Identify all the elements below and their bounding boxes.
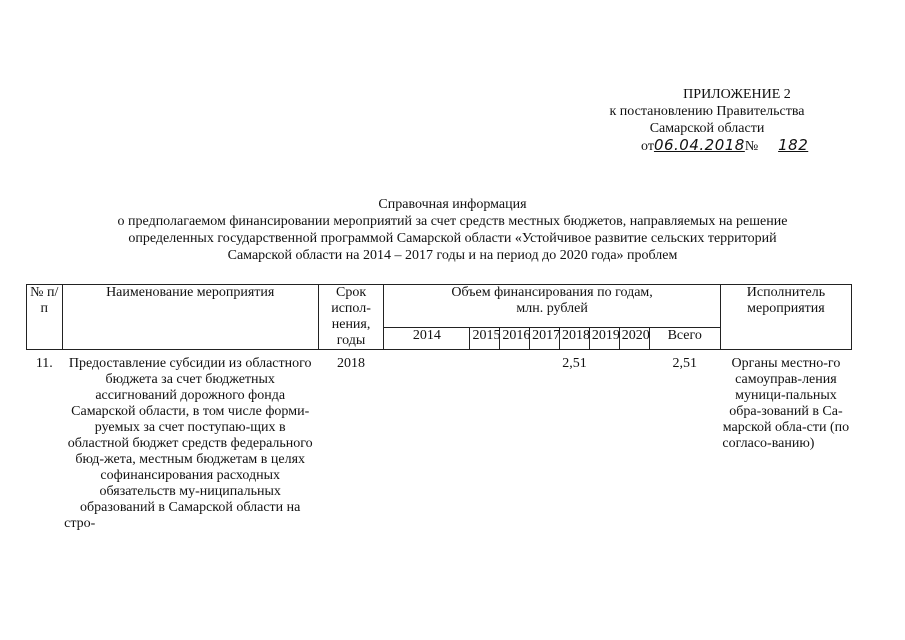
row-value-2016 (500, 350, 530, 533)
header-funding (384, 285, 721, 328)
table-row (27, 350, 852, 533)
row-value-2014 (384, 350, 470, 533)
appendix-block (567, 86, 847, 155)
row-executor: Органы местно-го самоуправ-ления муници-пальных обра-зований в Са-марской обла-сти (по согласо-ванию) (722, 356, 850, 451)
appendix-title: ПРИЛОЖЕНИЕ 2 (683, 87, 791, 102)
row-value-2018: 2,51 (562, 356, 587, 371)
header-year-2019: 2019 (589, 327, 619, 349)
row-name: Предоставление субсидии из областного бюджета за счет бюджетных ассигнований дорожного фонда Самарской области, в том числе форми-руемых за счет поступаю-щих в областной бюджет средств федерального бюд-жета, местным бюджетам в целях софинансирования расходных обязательств му-ниципальных образований в Самарской области на стро- (64, 356, 313, 531)
doc-title-line-1: о предполагаемом финансировании мероприятий за счет средств местных бюджетов, направляемых на решение (117, 214, 788, 229)
appendix-line-2: Самарской области (649, 121, 765, 136)
order-number-label: № (744, 139, 759, 154)
appendix-line-1: к постановлению Правительства (609, 104, 805, 119)
header-name: Наименование мероприятия (62, 285, 318, 350)
row-num: 11. (35, 356, 53, 371)
appendix-order-line (567, 137, 847, 155)
document-title (40, 196, 865, 264)
doc-heading: Справочная информация (378, 197, 527, 212)
header-num: № п/п (27, 285, 63, 350)
funding-table (26, 284, 852, 532)
row-value-2019 (589, 350, 619, 533)
header-funding-line-2: млн. рублей (516, 301, 588, 316)
header-year-2014: 2014 (384, 327, 470, 349)
table-header-row (27, 285, 852, 328)
order-date-handwritten: 06.04.2018 (653, 136, 745, 154)
doc-title-line-2: определенных государственной программой Самарской области «Устойчивое развитие сельских территорий (128, 231, 777, 246)
order-number-handwritten: 182 (778, 136, 809, 154)
header-total: Всего (649, 327, 720, 349)
row-value-2015 (470, 350, 500, 533)
header-year-2018: 2018 (560, 327, 590, 349)
order-from-label: от (641, 139, 654, 154)
doc-title-line-3: Самарской области на 2014 – 2017 годы и на период до 2020 года» проблем (227, 248, 678, 263)
header-term: Срок испол-нения, годы (318, 285, 383, 350)
header-executor: Исполнитель мероприятия (720, 285, 851, 350)
row-term: 2018 (337, 356, 366, 371)
header-funding-line-1: Объем финансирования по годам, (451, 285, 653, 300)
header-year-2015: 2015 (470, 327, 500, 349)
row-total: 2,51 (672, 356, 697, 371)
header-year-2017: 2017 (530, 327, 560, 349)
header-year-2016: 2016 (500, 327, 530, 349)
row-value-2020 (619, 350, 649, 533)
header-year-2020: 2020 (619, 327, 649, 349)
row-value-2017 (530, 350, 560, 533)
